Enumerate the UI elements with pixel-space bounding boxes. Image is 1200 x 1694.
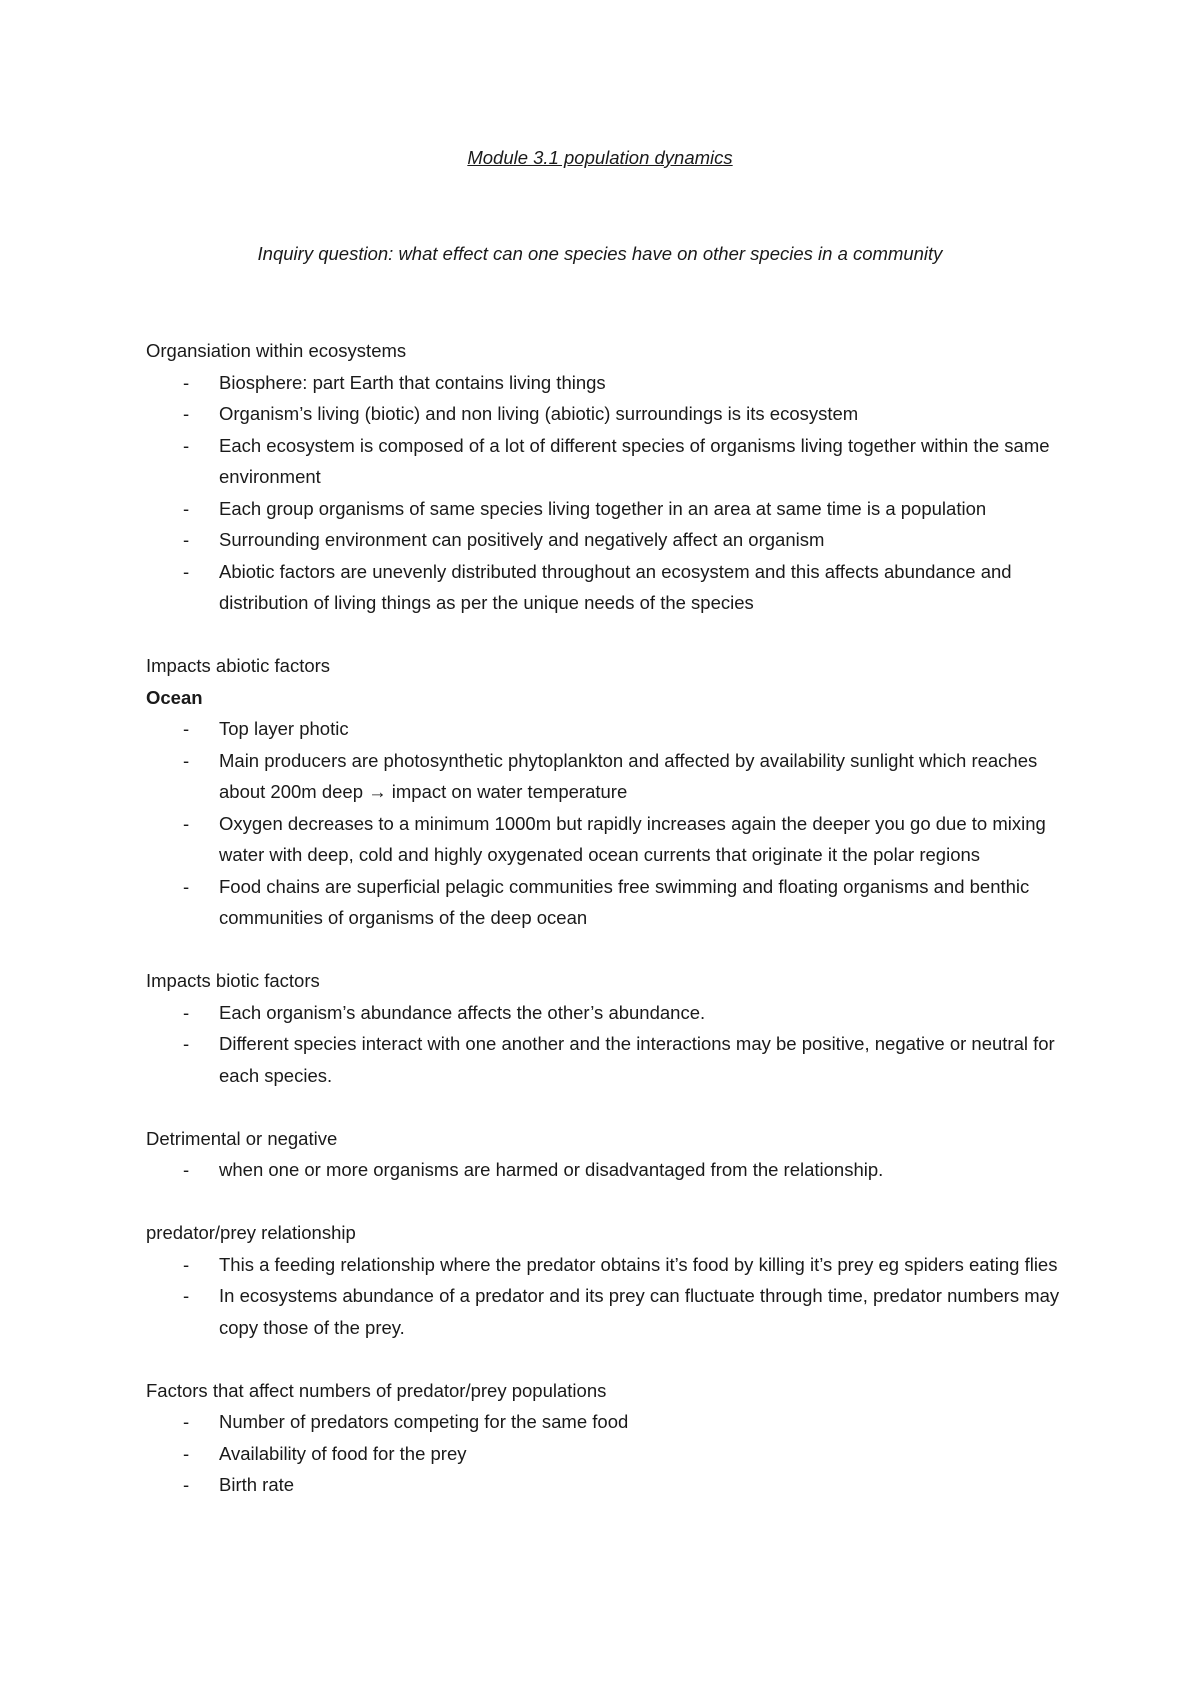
list-item-text: Availability of food for the prey xyxy=(219,1442,467,1464)
bullet-dash: - xyxy=(183,497,190,519)
list-item xyxy=(146,398,1076,430)
bullet-dash: - xyxy=(183,749,190,771)
bullet-dash: - xyxy=(183,1442,190,1464)
list-item xyxy=(146,1028,1076,1091)
list-item-text: Food chains are superficial pelagic communities free swimming and floating organisms and benthic communities of organisms of the deep ocean xyxy=(219,875,1030,928)
list-item xyxy=(146,1438,1076,1470)
abiotic-list xyxy=(146,713,1076,934)
list-item-text: Each organism’s abundance affects the other’s abundance. xyxy=(219,1001,706,1023)
inquiry-question: Inquiry question: what effect can one species have on other species in a community xyxy=(257,243,943,264)
organisation-list xyxy=(146,367,1076,619)
list-item-text: Organism’s living (biotic) and non living (abiotic) surroundings is its ecosystem xyxy=(219,403,859,424)
bullet-dash: - xyxy=(183,718,190,739)
list-item xyxy=(146,367,1076,399)
bullet-dash: - xyxy=(183,1474,190,1495)
bullet-dash: - xyxy=(183,434,190,456)
section-heading-organisation: Organsiation within ecosystems xyxy=(146,340,407,361)
list-item-text: Each ecosystem is composed of a lot of different species of organisms living together within the same environment xyxy=(219,434,1050,487)
list-item-text: when one or more organisms are harmed or disadvantaged from the relationship. xyxy=(219,1159,884,1180)
list-item-text: This a feeding relationship where the predator obtains it’s food by killing it’s prey eg spiders eating flies xyxy=(219,1253,1058,1275)
bullet-dash: - xyxy=(183,1285,190,1306)
biotic-list xyxy=(146,997,1076,1092)
list-item xyxy=(146,1406,1076,1438)
detrimental-list xyxy=(146,1154,1076,1186)
list-item xyxy=(146,556,1076,619)
bullet-dash: - xyxy=(183,403,190,424)
document-title: Module 3.1 population dynamics xyxy=(467,147,733,168)
list-item xyxy=(146,1280,1076,1343)
list-item-text: Each group organisms of same species living together in an area at same time is a population xyxy=(219,497,987,519)
bullet-dash: - xyxy=(183,1033,190,1054)
factors-list xyxy=(146,1406,1076,1501)
section-heading-abiotic: Impacts abiotic factors xyxy=(146,655,331,676)
list-item xyxy=(146,1469,1076,1501)
list-item xyxy=(146,430,1076,493)
section-heading-factors: Factors that affect numbers of predator/prey populations xyxy=(146,1379,607,1401)
list-item xyxy=(146,524,1076,556)
list-item-text: In ecosystems abundance of a predator and its prey can fluctuate through time, predator numbers may copy those of the prey. xyxy=(219,1285,1060,1338)
section-heading-biotic: Impacts biotic factors xyxy=(146,970,320,991)
list-item-text: Biosphere: part Earth that contains living things xyxy=(219,371,606,393)
list-item xyxy=(146,1249,1076,1281)
bullet-dash: - xyxy=(183,1411,190,1432)
list-item xyxy=(146,745,1076,808)
bullet-dash: - xyxy=(183,560,190,582)
list-item-text: Main producers are photosynthetic phytoplankton and affected by availability sunlight which reaches about 200m deep → impact on water temperature xyxy=(219,749,1038,802)
list-item xyxy=(146,871,1076,934)
list-item-text: Oxygen decreases to a minimum 1000m but rapidly increases again the deeper you go due to mixing water with deep, cold and highly oxygenated ocean currents that originate it the polar regions xyxy=(219,812,1046,865)
list-item-text: Abiotic factors are unevenly distributed throughout an ecosystem and this affects abundance and distribution of living things as per the unique needs of the species xyxy=(219,560,1012,613)
section-heading-detrimental: Detrimental or negative xyxy=(146,1127,338,1149)
list-item xyxy=(146,493,1076,525)
document-body xyxy=(146,335,1076,1501)
list-item xyxy=(146,997,1076,1029)
list-item xyxy=(146,713,1076,745)
list-item xyxy=(146,808,1076,871)
bullet-dash: - xyxy=(183,1159,190,1180)
list-item-text: Different species interact with one another and the interactions may be positive, negative or neutral for each species. xyxy=(219,1033,1055,1086)
list-item-text: Birth rate xyxy=(219,1474,295,1495)
bullet-dash: - xyxy=(183,371,190,393)
bullet-dash: - xyxy=(183,812,190,834)
subheading-ocean: Ocean xyxy=(146,686,203,708)
bullet-dash: - xyxy=(183,529,190,550)
list-item xyxy=(146,1154,1076,1186)
list-item-text: Surrounding environment can positively and negatively affect an organism xyxy=(219,529,825,550)
list-item-text: Number of predators competing for the same food xyxy=(219,1411,629,1432)
predator-prey-list xyxy=(146,1249,1076,1344)
list-item-text: Top layer photic xyxy=(219,718,349,739)
bullet-dash: - xyxy=(183,1253,190,1275)
bullet-dash: - xyxy=(183,1001,190,1023)
bullet-dash: - xyxy=(183,875,190,897)
section-heading-predator-prey: predator/prey relationship xyxy=(146,1222,356,1243)
